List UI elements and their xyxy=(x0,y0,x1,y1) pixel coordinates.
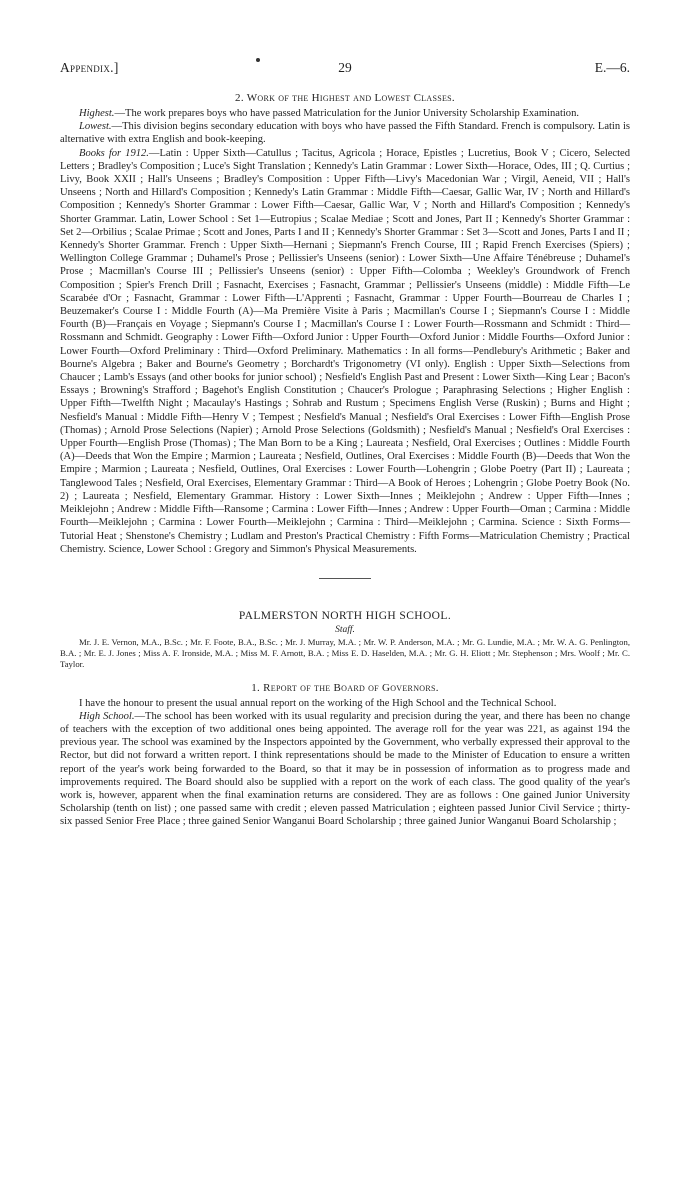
running-head xyxy=(60,52,630,76)
running-head-appendix: Appendix.] xyxy=(60,60,119,75)
page-number: 29 xyxy=(338,60,352,75)
label-high-school: High School. xyxy=(79,710,135,722)
paragraph-high-school xyxy=(60,710,630,829)
paragraph-lowest xyxy=(60,120,630,146)
paragraph-highest xyxy=(60,107,630,120)
label-highest: Highest. xyxy=(79,108,115,119)
text-highest: —The work prepares boys who have passed Matriculation for the Junior University Scholarship Examination. xyxy=(114,108,579,119)
text-books: —Latin : Upper Sixth—Catullus ; Tacitus, Agricola ; Horace, Epistles ; Lucretius, Book V ; Cicero, Selected Letters ; Bradley's Composition ; Luce's Sight Translation ; Kennedy's Latin Grammar : Lower Sixth—Horace, Odes, III ; Q. Curtius ; Livy, Book XXII ; Hall's Unseens ; Bradley's Composition : Upper Fifth—Livy's Macedonian War ; Virgil, Aeneid, VII ; Hall's Unseens ; North and Hillard's Composition ; Kennedy's Latin Grammar : Middle Fifth—Caesar, Gallic War, IV ; North and Hillard's Composition ; Kennedy's Shorter Grammar : Lower Fifth—Caesar, Gallic War, V ; North and Hillard's Composition ; Kennedy's Shorter Grammar. Latin, Lower School : Set 1—Eutropius ; Scalae Mediae ; Scott and Jones, Part II ; Kennedy's Shorter Grammar : Set 2—Orbilius ; Scalae Primae ; Scott and Jones, Parts I and II ; Kennedy's Shorter Grammar : Set 3—Scott and Jones, Parts I and II ; Kennedy's Shorter Grammar. French : Upper Sixth—Hernani ; Siepmann's French Course, III ; Rapid French Exercises (Spiers) ; Wellington College Grammar ; Duhamel's Prose ; Pellissier's Unseens (senior) : Lower Sixth—Une Affaire Ténébreuse ; Duhamel's Prose ; Macmillan's Course III ; Pellissier's Unseens (senior) : Upper Fifth—Colomba ; Weekley's Groundwork of French Composition ; Spier's French Drill ; Fasnacht, Exercises ; Fasnacht, Grammar ; Pellissier's Unseens (middle) : Middle Fifth—Le Scarabée d'Or ; Fasnacht, Grammar : Lower Fifth—L'Apprenti ; Fasnacht, Grammar : Upper Fourth—Bourreau de Charles I ; Beuzemaker's Course I : Middle Fourth (A)—Ma Première Visite à Paris ; Macmillan's Course I ; Siepmann's Course I : Middle Fourth (B)—Français en Voyage ; Siepmann's Course I ; Macmillan's Course I : Lower Fourth—Rossmann and Schmidt : Third—Rossmann and Schmidt. Geography : Lower Fifth—Oxford Junior : Upper Fourth—Oxford Junior : Middle Fourths—Oxford Junior : Lower Fourth—Oxford Preliminary : Third—Oxford Preliminary. Mathematics : In all forms—Pendlebury's Arithmetic ; Baker and Bourne's Algebra ; Baker and Bourne's Geometry ; Borchardt's Trigonometry (VI only). English : Upper Sixth—Selections from Chaucer ; Lamb's Essays (and other books for junior school) ; Nesfield's English Past and Present : Lower Sixth—King Lear ; Bacon's Essays ; Browning's Strafford ; Bagehot's English Constitution ; Chaucer's Prologue ; Paraphrasing Selections ; Higher English : Upper Fifth—Twelfth Night ; Macaulay's Hastings ; Sohrab and Rustum ; Specimens English Verse (Ruskin) ; Burns and Hight ; Nesfield's Manual : Middle Fifth—Henry V ; Tempest ; Nesfield's Manual ; Nesfield's Oral Exercises : Lower Fifth—English Prose (Thomas) ; Arnold Prose Selections (Napier) ; Arnold Prose Selections (Goldsmith) ; Nesfield's Manual ; Nesfield's Oral Exercises : Upper Fourth—English Prose (Thomas) ; The Man Born to be a King ; Laureata ; Nesfield, Oral Exercises ; Outlines : Middle Fourth (A)—Deeds that Won the Empire ; Marmion ; Laureata ; Nesfield, Outlines, Oral Exercises : Middle Fourth (B)—Deeds that Won the Empire ; Marmion ; Laureata ; Nesfield, Outlines, Oral Exercises : Lower Fourth—Lohengrin ; Globe Poetry (Part II) ; Laureata ; Tanglewood Tales ; Nesfield, Oral Exercises, Elementary Grammar : Third—A Book of Heroes ; Lohengrin ; Globe Poetry Book (No. 2) ; Laureata ; Nesfield, Elementary Grammar. History : Lower Sixth—Innes ; Meiklejohn ; Andrew : Upper Fifth—Innes ; Meiklejohn ; Andrew : Middle Fifth—Ransome ; Carmina : Lower Fifth—Innes ; Andrew : Upper Fourth—Oman ; Carmina : Middle Fourth—Meiklejohn ; Carmina : Lower Fourth—Meiklejohn ; Carmina : Third—Meiklejohn ; Carmina. Science : Sixth Forms—Tutorial Heat ; Shenstone's Chemistry ; Ludlam and Preston's Practical Chemistry : Fifth Forms—Matriculation Chemistry ; Practical Chemistry. Science, Lower School : Gregory and Simmon's Physical Measurements. xyxy=(60,147,630,555)
staff-list: Mr. J. E. Vernon, M.A., B.Sc. ; Mr. F. Foote, B.A., B.Sc. ; Mr. J. Murray, M.A. ; Mr. W. P. Anderson, M.A. ; Mr. G. Lundie, M.A. ; Mr. W. A. G. Penlington, B.A. ; Mr. E. J. Jones ; Miss A. F. Ironside, M.A. ; Miss M. F. Arnott, B.A. ; Miss E. D. Haselden, M.A. ; Mr. G. H. Eliott ; Mr. Stephenson ; Mrs. Woolf ; Mr. C. Taylor. xyxy=(60,636,630,670)
paragraph-books xyxy=(60,147,630,556)
section-heading-highest-lowest: 2. Work of the Highest and Lowest Classes. xyxy=(235,92,455,104)
section-heading-board-report: 1. Report of the Board of Governors. xyxy=(251,681,439,694)
label-books: Books for 1912. xyxy=(79,147,149,159)
document-reference: E.—6. xyxy=(594,60,630,75)
document-page xyxy=(60,52,630,829)
text-high-school: —The school has been worked with its usual regularity and precision during the year, and there has been no change of teachers with the exception of two additional ones being appointed. The average roll for the year was 221, as against 194 the previous year. The school was examined by the Inspectors appointed by the Government, who verbally expressed their approval to the Rector, but did not forward a written report. I think representations should be made to the Minister of Education to ensure a written report of the year's work being forwarded to the Board, so that it may be in possession of information as to progress made and improvements required. The Board should also be supplied with a report on the work of each class. The good quality of the year's work is, however, apparent when the final examination returns are considered. They are as follows : One gained Junior University Scholarship (tenth on list) ; one passed same with credit ; eleven passed Matriculation ; eighteen passed Junior Civil Service ; thirty-six passed Senior Free Place ; three gained Senior Wanganui Board Scholarship ; three gained Junior Wanganui Board Scholarship ; xyxy=(60,710,630,828)
staff-label: Staff. xyxy=(335,624,355,635)
section-divider xyxy=(319,578,371,579)
paragraph-intro: I have the honour to present the usual annual report on the working of the High School and the Technical School. xyxy=(79,697,557,709)
label-lowest: Lowest. xyxy=(79,121,112,133)
text-lowest: —This division begins secondary education with boys who have passed the Fifth Standard. French is compulsory. Latin is alternative with extra English and book-keeping. xyxy=(60,121,630,146)
school-title: PALMERSTON NORTH HIGH SCHOOL. xyxy=(238,609,452,622)
